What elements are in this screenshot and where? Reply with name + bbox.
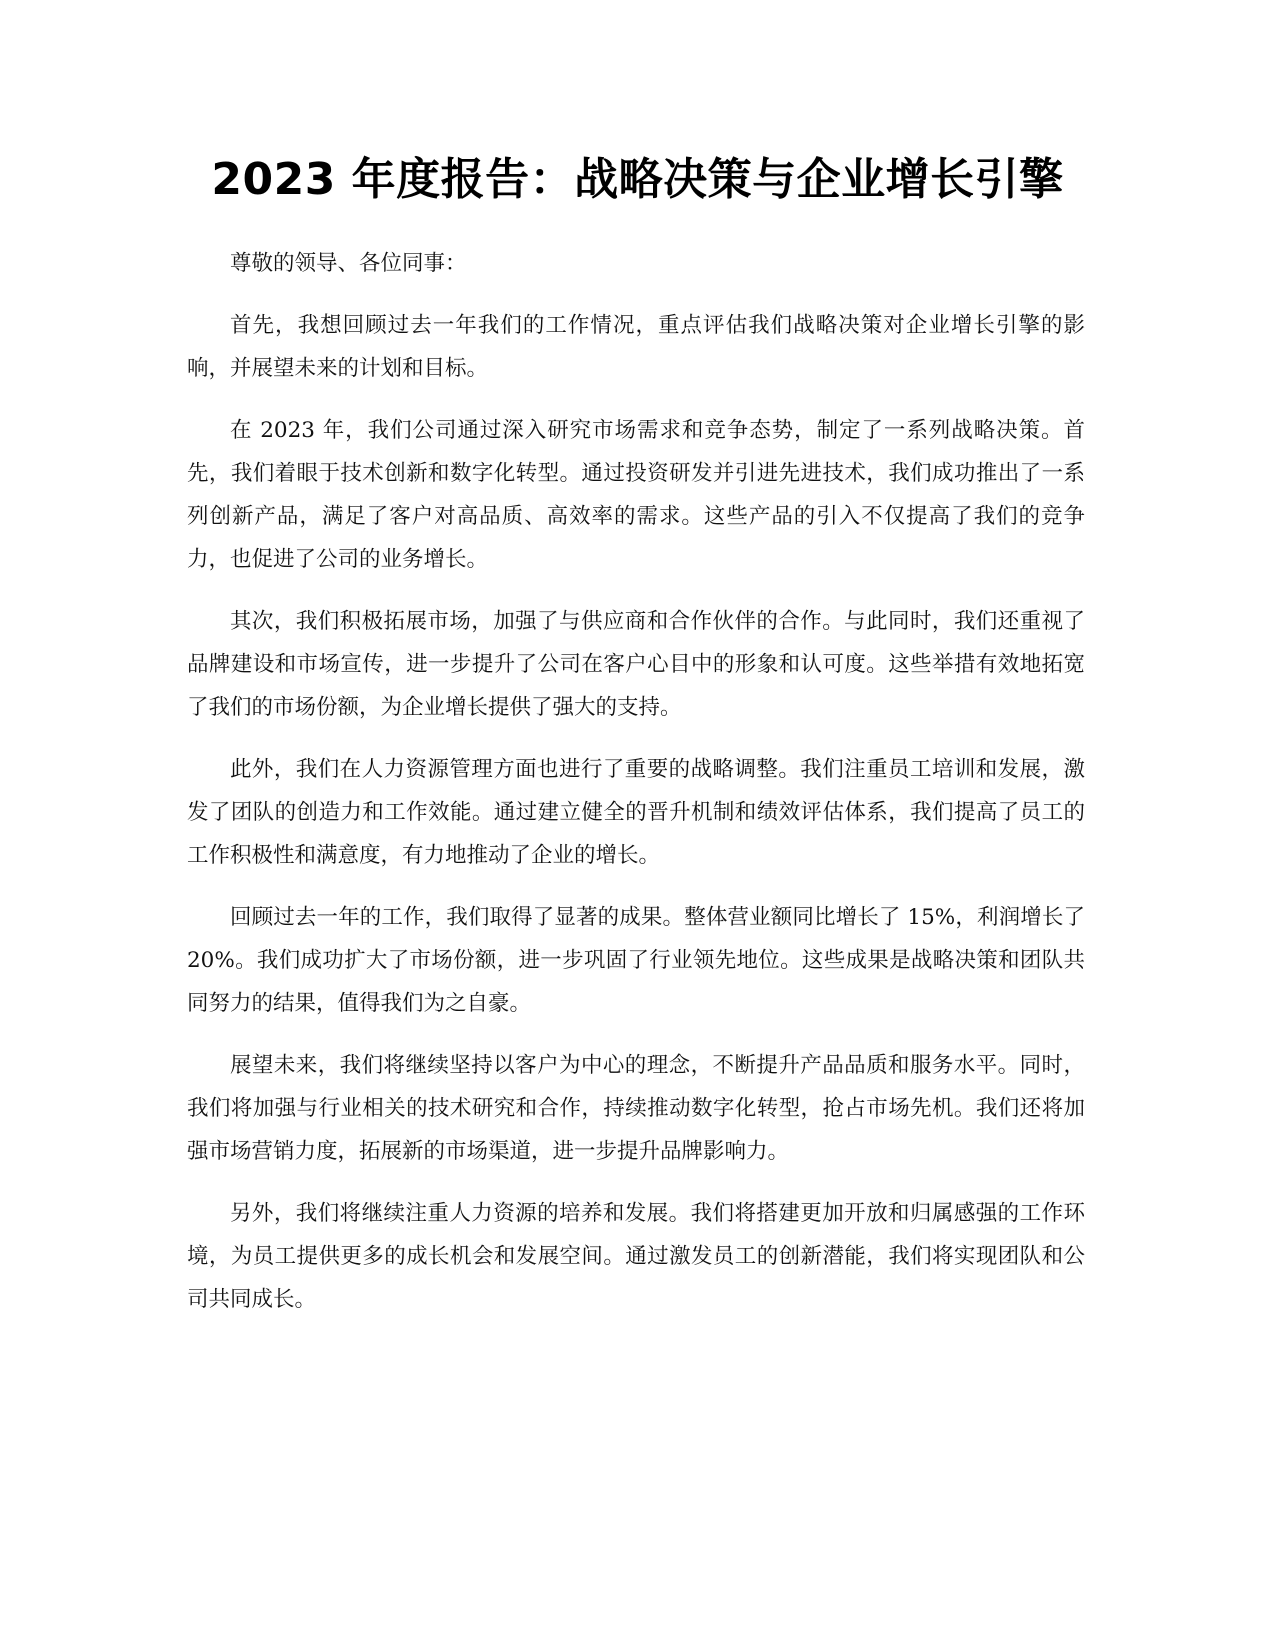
paragraph-salutation: 尊敬的领导、各位同事： xyxy=(230,251,467,276)
paragraph-human-resources: 此外，我们在人力资源管理方面也进行了重要的战略调整。我们注重员工培训和发展，激发了团队的创造力和工作效能。通过建立健全的晋升机制和绩效评估体系，我们提高了员工的工作积极性和满意度，有力地推动了企业的增长。 xyxy=(187,757,1085,868)
paragraph-talent-development: 另外，我们将继续注重人力资源的培养和发展。我们将搭建更加开放和归属感强的工作环境，为员工提供更多的成长机会和发展空间。通过激发员工的创新潜能，我们将实现团队和公司共同成长。 xyxy=(187,1201,1085,1312)
paragraph-intro: 首先，我想回顾过去一年我们的工作情况，重点评估我们战略决策对企业增长引擎的影响，并展望未来的计划和目标。 xyxy=(187,313,1085,381)
document-body xyxy=(187,242,1085,1340)
paragraph-outlook: 展望未来，我们将继续坚持以客户为中心的理念，不断提升产品品质和服务水平。同时，我们将加强与行业相关的技术研究和合作，持续推动数字化转型，抢占市场先机。我们还将加强市场营销力度，拓展新的市场渠道，进一步提升品牌影响力。 xyxy=(187,1053,1085,1164)
paragraph-market-expansion: 其次，我们积极拓展市场，加强了与供应商和合作伙伴的合作。与此同时，我们还重视了品牌建设和市场宣传，进一步提升了公司在客户心目中的形象和认可度。这些举措有效地拓宽了我们的市场份额，为企业增长提供了强大的支持。 xyxy=(187,609,1085,720)
paragraph-technology-innovation: 在 2023 年，我们公司通过深入研究市场需求和竞争态势，制定了一系列战略决策。首先，我们着眼于技术创新和数字化转型。通过投资研发并引进先进技术，我们成功推出了一系列创新产品，满足了客户对高品质、高效率的需求。这些产品的引入不仅提高了我们的竞争力，也促进了公司的业务增长。 xyxy=(187,418,1085,572)
paragraph-results: 回顾过去一年的工作，我们取得了显著的成果。整体营业额同比增长了 15%，利润增长了 20%。我们成功扩大了市场份额，进一步巩固了行业领先地位。这些成果是战略决策和团队共同努力的结果，值得我们为之自豪。 xyxy=(187,905,1085,1016)
document-title: 2023 年度报告：战略决策与企业增长引擎 xyxy=(211,154,1064,205)
